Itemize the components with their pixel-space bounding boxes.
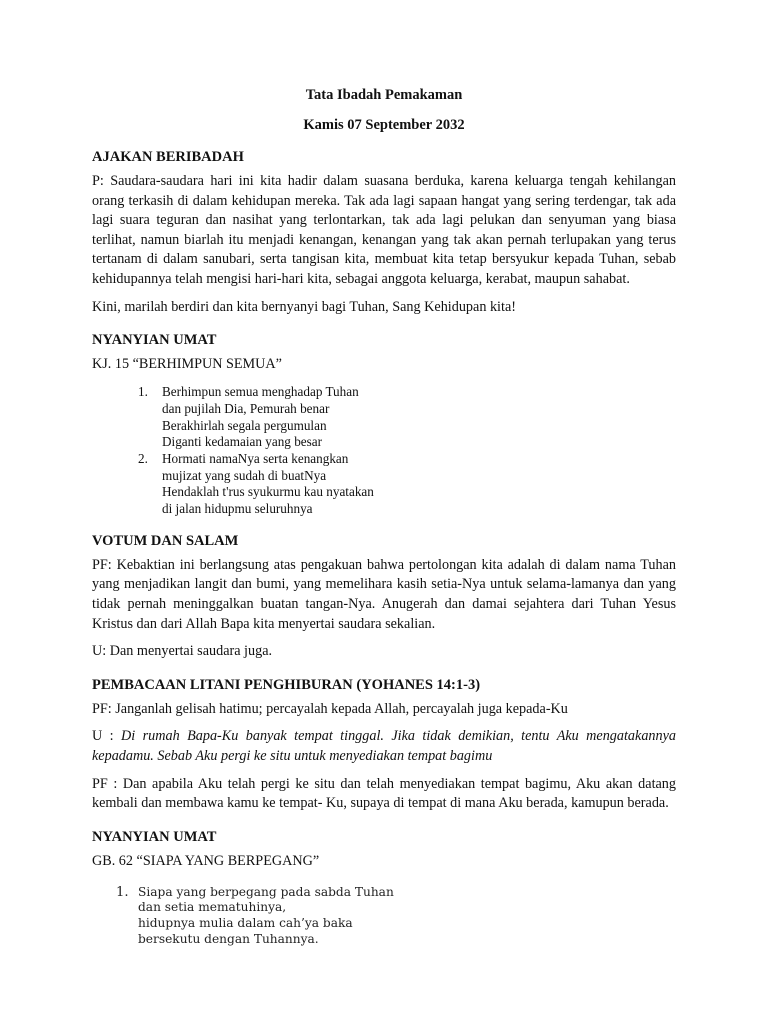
verse-number: 1. bbox=[138, 384, 148, 400]
paragraph-response: U: Dan menyertai saudara juga. bbox=[92, 643, 273, 660]
verse-line: mujizat yang sudah di buatNya bbox=[162, 467, 327, 483]
litani-u-prefix: U : bbox=[92, 728, 122, 745]
song-verses-gb62 bbox=[92, 885, 676, 947]
song-title-gb62: GB. 62 “SIAPA YANG BERPEGANG” bbox=[92, 852, 320, 869]
section-heading-litani: PEMBACAAN LITANI PENGHIBURAN (YOHANES 14:1-3) bbox=[92, 676, 481, 693]
section-heading-nyanyian-2: NYANYIAN UMAT bbox=[92, 828, 217, 845]
verse-item bbox=[138, 450, 676, 518]
verse-number: 2. bbox=[138, 450, 148, 466]
verse-line: Berhimpun semua menghadap Tuhan bbox=[162, 384, 359, 400]
verse-line: dan setia mematuhinya, bbox=[138, 900, 287, 915]
document-title: Tata Ibadah Pemakaman bbox=[305, 87, 463, 103]
verse-line: Hormati namaNya serta kenangkan bbox=[162, 450, 349, 466]
paragraph-litani-u bbox=[92, 727, 676, 766]
verse-line: dan pujilah Dia, Pemurah benar bbox=[162, 400, 330, 416]
verse-line: Berakhirlah segala pergumulan bbox=[162, 417, 327, 433]
document-date: Kamis 07 September 2032 bbox=[303, 117, 465, 133]
verse-line: Siapa yang berpegang pada sabda Tuhan bbox=[138, 884, 394, 899]
verse-number: 1. bbox=[116, 884, 129, 900]
section-heading-ajakan: AJAKAN BERIBADAH bbox=[92, 149, 244, 165]
litani-u-body: Di rumah Bapa-Ku banyak tempat tinggal. Jika tidak demikian, tentu Aku mengatakannya kepadamu. Sebab Aku pergi ke situ untuk menyediakan tempat bagimu bbox=[92, 728, 676, 764]
verse-item bbox=[138, 384, 676, 451]
paragraph-litani-pf1: PF: Janganlah gelisah hatimu; percayalah kepada Allah, percayalah juga kepada-Ku bbox=[92, 700, 568, 717]
song-title-kj15: KJ. 15 “BERHIMPUN SEMUA” bbox=[92, 356, 282, 373]
section-heading-votum: VOTUM DAN SALAM bbox=[92, 532, 239, 549]
song-verses-kj15 bbox=[92, 384, 676, 518]
verse-line: di jalan hidupmu seluruhnya bbox=[162, 501, 313, 517]
paragraph-litani-pf2: PF : Dan apabila Aku telah pergi ke situ dan telah menyediakan tempat bagimu, Aku akan datang kembali dan membawa kamu ke tempat- Ku, supaya di tempat di mana Aku berada, kamupun berada. bbox=[92, 775, 676, 812]
verse-line: bersekutu dengan Tuhannya. bbox=[138, 931, 319, 946]
paragraph-votum: PF: Kebaktian ini berlangsung atas pengakuan bahwa pertolongan kita adalah di dalam nama Tuhan yang menjadikan langit dan bumi, yang memelihara kasih setia-Nya untuk selama-lamanya dan yang tidak pernah meninggalkan buatan tangan-Nya. Anugerah dan damai sejahtera dari Tuhan Yesus Kristus dan dari Allah Bapa kita menyertai saudara sekalian. bbox=[92, 556, 676, 632]
verse-line: Hendaklah t'rus syukurmu kau nyatakan bbox=[162, 484, 374, 500]
section-heading-nyanyian-1: NYANYIAN UMAT bbox=[92, 332, 217, 349]
verse-item bbox=[116, 884, 676, 947]
paragraph-ajakan: P: Saudara-saudara hari ini kita hadir dalam suasana berduka, karena keluarga tengah kehilangan orang terkasih di dalam kehidupan mereka. Tak ada lagi sapaan hangat yang sering terdengar, tak ada lagi suara teguran dan nasihat yang terlontarkan, tak ada lagi pelukan dan senyuman yang biasa terlihat, namun biarlah itu menjadi kenangan, kenangan yang tak akan pernah terlupakan yang terus tertanam di dalam sanubari, serta tangisan kita, membuat kita tetap bersyukur kepada Tuhan, sebab kehidupannya telah mengisi hari-hari kita, sebagai anggota keluarga, kerabat, maupun sahabat. bbox=[92, 173, 676, 287]
verse-line: hidupnya mulia dalam cah’ya baka bbox=[138, 915, 353, 930]
verse-line: Diganti kedamaian yang besar bbox=[162, 434, 323, 450]
paragraph-invitation: Kini, marilah berdiri dan kita bernyanyi bagi Tuhan, Sang Kehidupan kita! bbox=[92, 298, 516, 315]
